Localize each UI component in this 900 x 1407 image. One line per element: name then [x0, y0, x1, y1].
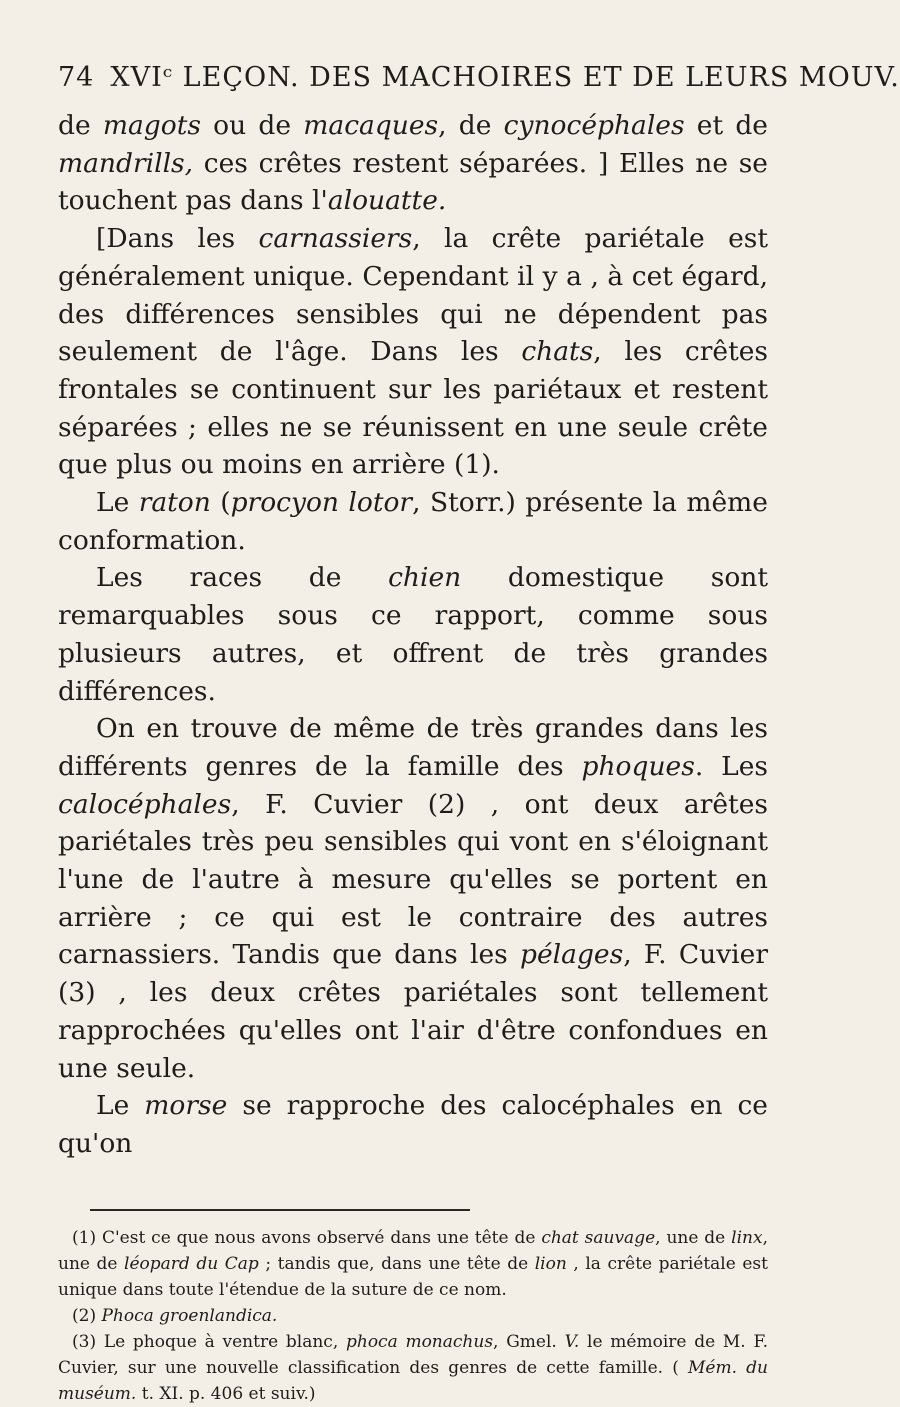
- italic-run: chats: [521, 336, 594, 368]
- text-run: , F. Cuvier (2) , ont deux arêtes pariétales très peu sensibles qui vont en s'éloignant l'une de l'autre à mesure qu'elles se portent en arrière ; ce qui est le contraire des autres carnassiers. Tandis que dans les: [58, 788, 768, 971]
- text-run: , de: [438, 110, 504, 141]
- text-run: On en trouve de même de très grandes dans les différents genres de la famille des: [58, 713, 768, 782]
- italic-run: raton: [138, 487, 211, 519]
- italic-run: morse: [144, 1090, 228, 1122]
- italic-run: Mém. du muséum.: [58, 1357, 768, 1404]
- paragraph: [58, 559, 768, 710]
- paragraph: [58, 220, 768, 484]
- italic-run: léopard du Cap: [124, 1253, 259, 1274]
- text-run: le mémoire de M. F. Cuvier, sur une nouvelle classification des genres de cette famille. (: [58, 1331, 768, 1378]
- italic-run: macaques: [303, 110, 439, 141]
- text-run: Les races de: [96, 562, 389, 594]
- italic-run: cynocéphales: [503, 110, 685, 141]
- text-run: , Gmel.: [493, 1331, 565, 1352]
- text-run: Le: [96, 487, 139, 519]
- text-run: ces crêtes restent séparées. ] Elles ne se touchent pas dans l': [58, 147, 768, 217]
- text-run: (2): [72, 1305, 102, 1326]
- main-text: [58, 107, 768, 1163]
- text-run: , une de: [58, 1227, 768, 1274]
- italic-run: magots: [102, 110, 201, 141]
- italic-run: phoques: [581, 750, 695, 782]
- paragraph: [58, 710, 768, 1087]
- footnote: [58, 1225, 768, 1303]
- text-run: (3) Le phoque à ventre blanc,: [72, 1331, 346, 1352]
- paragraph: [58, 107, 768, 220]
- text-run: domestique sont remarquables sous ce rapport, comme sous plusieurs autres, et offrent de très grandes différences.: [58, 562, 768, 707]
- italic-run: phoca monachus: [345, 1331, 494, 1352]
- italic-run: linx: [731, 1227, 763, 1248]
- italic-run: mandrills,: [58, 147, 194, 179]
- text-run: Le: [96, 1090, 145, 1122]
- text-run: se rapproche des calocéphales en ce qu'on: [58, 1090, 768, 1159]
- text-run: de: [58, 110, 103, 141]
- text-run: , une de: [655, 1227, 732, 1248]
- footnote: [58, 1303, 768, 1329]
- italic-run: chat sauvage: [541, 1227, 656, 1248]
- italic-run: calocéphales: [58, 788, 232, 820]
- footnotes: [58, 1225, 768, 1407]
- text-run: , F. Cuvier (3) , les deux crêtes pariétales sont tellement rapprochées qu'elles ont l'air d'être confondues en une seule.: [58, 939, 769, 1084]
- text-run: , la crête pariétale est unique dans toute l'étendue de la suture de ce nom.: [58, 1253, 768, 1300]
- text-run: ou de: [200, 110, 304, 141]
- text-run: et de: [684, 110, 768, 141]
- text-run: . Les: [694, 750, 768, 782]
- paragraph: [58, 484, 768, 559]
- italic-run: V.: [564, 1331, 580, 1352]
- running-title: XVIᶜ LEÇON. DES MACHOIRES ET DE LEURS MOUV.: [110, 62, 900, 93]
- italic-run: chien: [388, 562, 462, 594]
- text-run: (1) C'est ce que nous avons observé dans une tête de: [72, 1227, 542, 1248]
- footnote: [58, 1329, 768, 1407]
- text-run: (: [210, 487, 231, 519]
- italic-run: carnassiers: [258, 223, 413, 255]
- footnote-separator: [90, 1209, 470, 1211]
- book-page: [58, 62, 900, 1407]
- page-number: 74: [58, 62, 95, 93]
- text-run: , Storr.) présente la même conformation.: [58, 487, 768, 556]
- text-run: [Dans les: [96, 223, 259, 255]
- italic-run: procyon lotor: [230, 487, 413, 519]
- text-run: ; tandis que, dans une tête de: [258, 1253, 535, 1274]
- paragraph: [58, 1087, 768, 1162]
- italic-run: lion: [534, 1253, 567, 1274]
- text-run: t. XI. p. 406 et suiv.): [136, 1383, 316, 1404]
- italic-run: alouatte.: [327, 185, 447, 217]
- text-run: , la crête pariétale est généralement unique. Cependant il y a , à cet égard, des différences sensibles qui ne dépendent pas seulement de l'âge. Dans les: [58, 223, 768, 368]
- running-head: [58, 62, 900, 93]
- italic-run: pélages: [520, 939, 624, 971]
- text-run: , les crêtes frontales se continuent sur les pariétaux et restent séparées ; elles ne se réunissent en une seule crête que plus ou moins en arrière (1).: [58, 336, 768, 481]
- italic-run: Phoca groenlandica.: [101, 1305, 278, 1326]
